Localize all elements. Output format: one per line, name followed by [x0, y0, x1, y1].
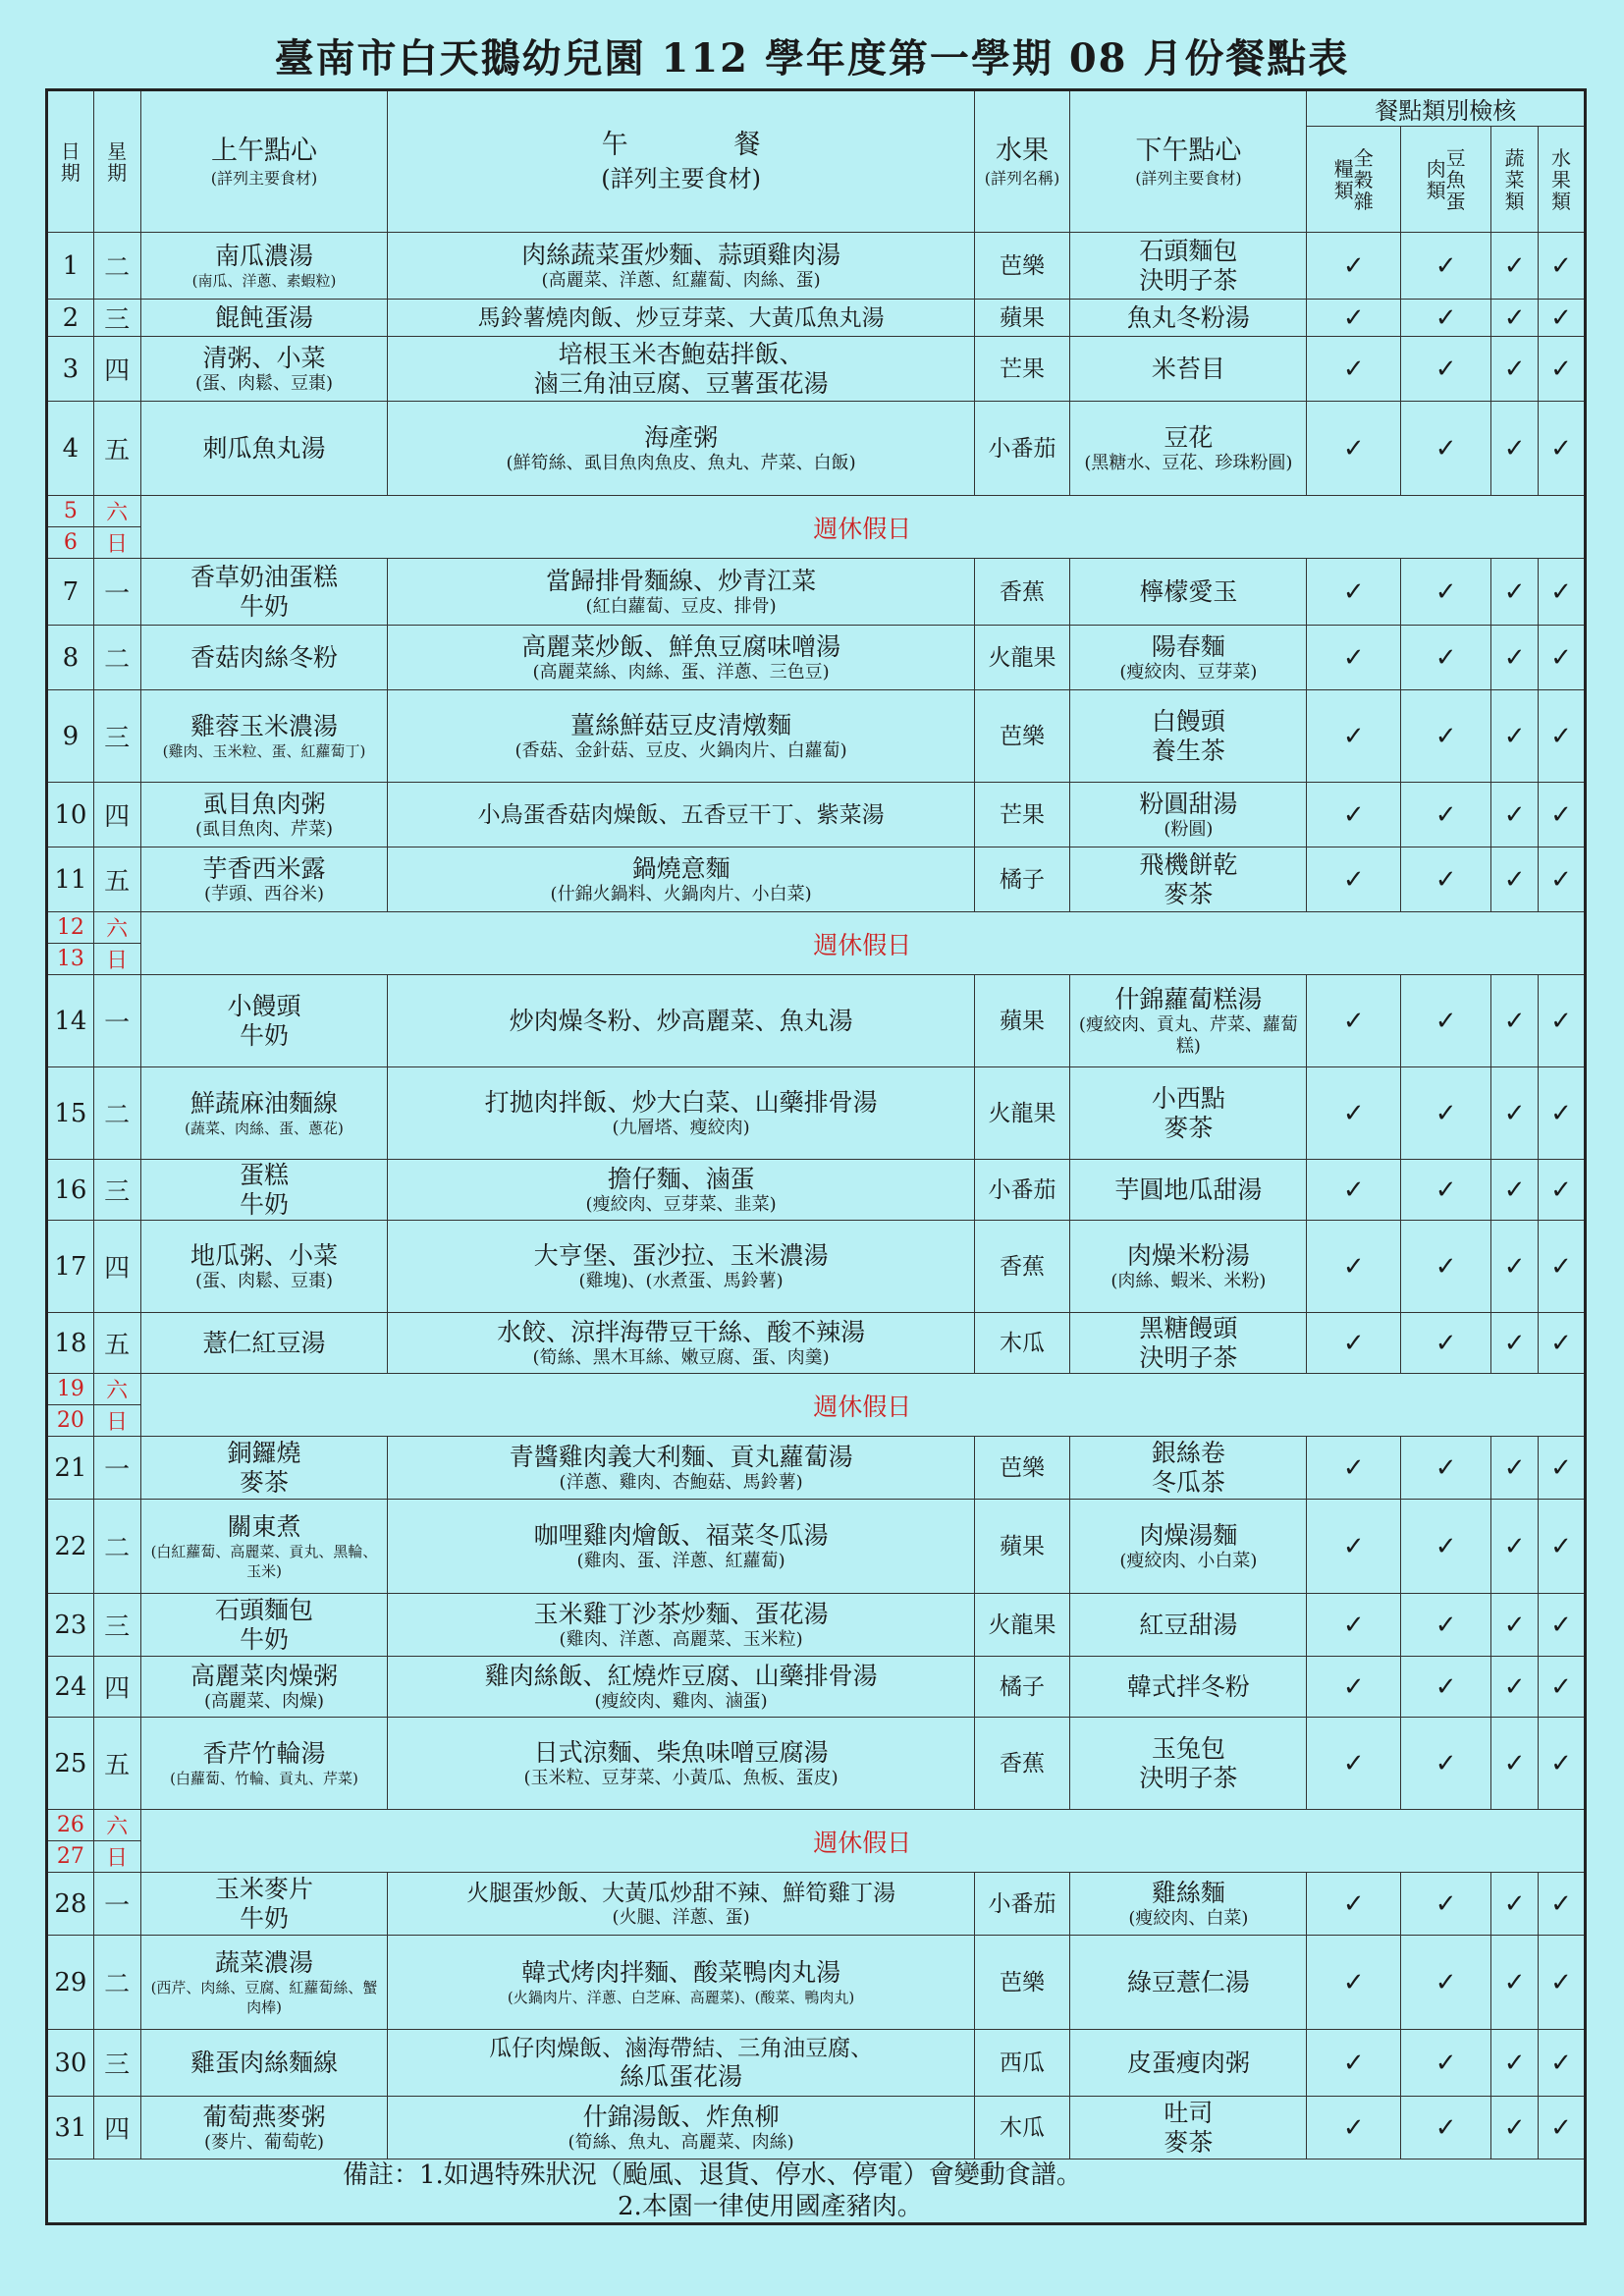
check-mark: ✓ [1539, 1160, 1586, 1221]
check-mark: ✓ [1307, 337, 1401, 402]
header-pm-snack: 下午點心 (詳列主要食材) [1070, 90, 1307, 233]
check-mark: ✓ [1491, 233, 1539, 300]
check-mark: ✓ [1539, 2097, 1586, 2159]
check-mark: ✓ [1401, 2030, 1491, 2097]
notes: 備註：1.如遇特殊狀況（颱風、退貨、停水、停電）會變動食譜。 2.本園一律使用國產豬肉。 [47, 2159, 1586, 2224]
weekday-cell: 日 [93, 1405, 140, 1437]
table-row [47, 402, 1586, 496]
day-cell: 14 [47, 975, 94, 1067]
header-veg: 蔬 菜 類 [1491, 127, 1539, 233]
lunch-cell: 培根玉米杏鮑菇拌飯、 滷三角油豆腐、豆薯蛋花湯 [388, 337, 974, 402]
check-mark: ✓ [1491, 402, 1539, 496]
check-mark: ✓ [1491, 783, 1539, 847]
lunch-cell: 什錦湯飯、炸魚柳 (筍絲、魚丸、高麗菜、肉絲) [388, 2097, 974, 2159]
day-cell: 25 [47, 1718, 94, 1810]
day-cell: 16 [47, 1160, 94, 1221]
weekday-cell: 一 [93, 559, 140, 626]
lunch-cell: 薑絲鮮菇豆皮清燉麵 (香菇、金針菇、豆皮、火鍋肉片、白蘿蔔) [388, 690, 974, 783]
weekday-cell: 六 [93, 496, 140, 527]
fruit-cell: 香蕉 [974, 1718, 1070, 1810]
fruit-cell: 芭樂 [974, 1437, 1070, 1500]
weekday-cell: 三 [93, 2030, 140, 2097]
lunch-cell: 玉米雞丁沙茶炒麵、蛋花湯 (雞肉、洋蔥、高麗菜、玉米粒) [388, 1594, 974, 1657]
lunch-cell: 肉絲蔬菜蛋炒麵、蒜頭雞肉湯 (高麗菜、洋蔥、紅蘿蔔、肉絲、蛋) [388, 233, 974, 300]
check-mark: ✓ [1491, 626, 1539, 690]
holiday-label: 週休假日 [140, 912, 1585, 975]
check-mark: ✓ [1307, 1873, 1401, 1936]
day-cell: 21 [47, 1437, 94, 1500]
header-am-snack: 上午點心 (詳列主要食材) [140, 90, 388, 233]
check-mark: ✓ [1401, 690, 1491, 783]
day-cell: 27 [47, 1841, 94, 1873]
weekday-cell: 二 [93, 1936, 140, 2030]
check-mark: ✓ [1491, 1594, 1539, 1657]
check-mark: ✓ [1401, 1718, 1491, 1810]
check-mark: ✓ [1401, 2097, 1491, 2159]
check-mark: ✓ [1539, 1313, 1586, 1374]
am-snack-cell: 芋香西米露 (芋頭、西谷米) [140, 847, 388, 912]
pm-snack-cell: 肉燥米粉湯 (肉絲、蝦米、米粉) [1070, 1221, 1307, 1313]
check-mark: ✓ [1401, 1313, 1491, 1374]
weekday-cell: 六 [93, 912, 140, 944]
check-mark: ✓ [1539, 975, 1586, 1067]
header-day: 日 期 [47, 90, 94, 233]
weekday-cell: 三 [93, 1594, 140, 1657]
weekday-cell: 四 [93, 1221, 140, 1313]
table-row [47, 1657, 1586, 1718]
am-snack-cell: 香芹竹輪湯 (白蘿蔔、竹輪、貢丸、芹菜) [140, 1718, 388, 1810]
am-snack-cell: 鮮蔬麻油麵線 (蔬菜、肉絲、蛋、蔥花) [140, 1067, 388, 1160]
check-mark: ✓ [1491, 1936, 1539, 2030]
lunch-cell: 當歸排骨麵線、炒青江菜 (紅白蘿蔔、豆皮、排骨) [388, 559, 974, 626]
day-cell: 30 [47, 2030, 94, 2097]
day-cell: 12 [47, 912, 94, 944]
check-mark: ✓ [1539, 1500, 1586, 1594]
fruit-cell: 蘋果 [974, 1500, 1070, 1594]
lunch-cell: 炒肉燥冬粉、炒高麗菜、魚丸湯 [388, 975, 974, 1067]
fruit-cell: 木瓜 [974, 2097, 1070, 2159]
lunch-cell: 雞肉絲飯、紅燒炸豆腐、山藥排骨湯 (瘦絞肉、雞肉、滷蛋) [388, 1657, 974, 1718]
pm-snack-cell: 皮蛋瘦肉粥 [1070, 2030, 1307, 2097]
check-mark: ✓ [1401, 1160, 1491, 1221]
weekday-cell: 四 [93, 1657, 140, 1718]
day-cell: 24 [47, 1657, 94, 1718]
am-snack-cell: 南瓜濃湯 (南瓜、洋蔥、素蝦粒) [140, 233, 388, 300]
am-snack-cell: 葡萄燕麥粥 (麥片、葡萄乾) [140, 2097, 388, 2159]
day-cell: 4 [47, 402, 94, 496]
day-cell: 20 [47, 1405, 94, 1437]
day-cell: 5 [47, 496, 94, 527]
holiday-label: 週休假日 [140, 1810, 1585, 1873]
check-mark: ✓ [1307, 1657, 1401, 1718]
lunch-cell: 打拋肉拌飯、炒大白菜、山藥排骨湯 (九層塔、瘦絞肉) [388, 1067, 974, 1160]
check-mark: ✓ [1491, 2097, 1539, 2159]
weekday-cell: 四 [93, 337, 140, 402]
pm-snack-cell: 玉兔包 決明子茶 [1070, 1718, 1307, 1810]
day-cell: 2 [47, 300, 94, 337]
check-mark: ✓ [1307, 1437, 1401, 1500]
check-mark: ✓ [1491, 847, 1539, 912]
weekday-cell: 四 [93, 2097, 140, 2159]
fruit-cell: 小番茄 [974, 402, 1070, 496]
weekday-cell: 五 [93, 402, 140, 496]
table-row [47, 1067, 1586, 1160]
am-snack-cell: 香菇肉絲冬粉 [140, 626, 388, 690]
check-mark: ✓ [1491, 1221, 1539, 1313]
weekday-cell: 一 [93, 1437, 140, 1500]
check-mark: ✓ [1307, 1718, 1401, 1810]
am-snack-cell: 蔬菜濃湯 (西芹、肉絲、豆腐、紅蘿蔔絲、蟹肉棒) [140, 1936, 388, 2030]
day-cell: 22 [47, 1500, 94, 1594]
fruit-cell: 火龍果 [974, 1594, 1070, 1657]
check-mark: ✓ [1539, 233, 1586, 300]
am-snack-cell: 關東煮 (白紅蘿蔔、高麗菜、貢丸、黑輪、玉米) [140, 1500, 388, 1594]
check-mark: ✓ [1539, 783, 1586, 847]
pm-snack-cell: 檸檬愛玉 [1070, 559, 1307, 626]
day-cell: 6 [47, 527, 94, 559]
lunch-cell: 大亨堡、蛋沙拉、玉米濃湯 (雞塊)、(水煮蛋、馬鈴薯) [388, 1221, 974, 1313]
check-mark: ✓ [1491, 690, 1539, 783]
check-mark: ✓ [1539, 1437, 1586, 1500]
lunch-cell: 鍋燒意麵 (什錦火鍋料、火鍋肉片、小白菜) [388, 847, 974, 912]
table-row [47, 559, 1586, 626]
check-mark: ✓ [1307, 975, 1401, 1067]
header-protein: 肉 類 豆 魚 蛋 [1401, 127, 1491, 233]
check-mark: ✓ [1491, 975, 1539, 1067]
header-lunch: 午 餐 (詳列主要食材) [388, 90, 974, 233]
page-title: 臺南市白天鵝幼兒園 112 學年度第一學期 08 月份餐點表 [274, 35, 1350, 82]
check-mark: ✓ [1401, 1657, 1491, 1718]
lunch-cell: 火腿蛋炒飯、大黃瓜炒甜不辣、鮮筍雞丁湯 (火腿、洋蔥、蛋) [388, 1873, 974, 1936]
lunch-cell: 瓜仔肉燥飯、滷海帶結、三角油豆腐、 絲瓜蛋花湯 [388, 2030, 974, 2097]
check-mark: ✓ [1401, 337, 1491, 402]
check-mark: ✓ [1539, 1221, 1586, 1313]
meal-table [45, 88, 1587, 2225]
day-cell: 3 [47, 337, 94, 402]
weekday-cell: 二 [93, 1067, 140, 1160]
weekday-cell: 三 [93, 690, 140, 783]
check-mark: ✓ [1539, 2030, 1586, 2097]
table-row [47, 1718, 1586, 1810]
day-cell: 18 [47, 1313, 94, 1374]
am-snack-cell: 石頭麵包 牛奶 [140, 1594, 388, 1657]
check-mark: ✓ [1307, 1067, 1401, 1160]
check-mark: ✓ [1401, 1500, 1491, 1594]
fruit-cell: 芭樂 [974, 1936, 1070, 2030]
header-fruit: 水果 (詳列名稱) [974, 90, 1070, 233]
weekday-cell: 二 [93, 626, 140, 690]
check-mark: ✓ [1539, 1873, 1586, 1936]
check-mark: ✓ [1307, 2030, 1401, 2097]
fruit-cell: 蘋果 [974, 300, 1070, 337]
pm-snack-cell: 芋圓地瓜甜湯 [1070, 1160, 1307, 1221]
check-mark: ✓ [1539, 1067, 1586, 1160]
pm-snack-cell: 豆花 (黑糖水、豆花、珍珠粉圓) [1070, 402, 1307, 496]
day-cell: 1 [47, 233, 94, 300]
weekday-cell: 二 [93, 233, 140, 300]
am-snack-cell: 刺瓜魚丸湯 [140, 402, 388, 496]
table-row [47, 1936, 1586, 2030]
check-mark: ✓ [1491, 559, 1539, 626]
check-mark: ✓ [1307, 1936, 1401, 2030]
am-snack-cell: 雞蓉玉米濃湯 (雞肉、玉米粒、蛋、紅蘿蔔丁) [140, 690, 388, 783]
check-mark: ✓ [1491, 1500, 1539, 1594]
day-cell: 17 [47, 1221, 94, 1313]
fruit-cell: 西瓜 [974, 2030, 1070, 2097]
pm-snack-cell: 什錦蘿蔔糕湯 (瘦絞肉、貢丸、芹菜、蘿蔔糕) [1070, 975, 1307, 1067]
fruit-cell: 芭樂 [974, 690, 1070, 783]
check-mark: ✓ [1307, 402, 1401, 496]
am-snack-cell: 虱目魚肉粥 (虱目魚肉、芹菜) [140, 783, 388, 847]
fruit-cell: 芭樂 [974, 233, 1070, 300]
table-row [47, 1160, 1586, 1221]
table-row [47, 1313, 1586, 1374]
pm-snack-cell: 雞絲麵 (瘦絞肉、白菜) [1070, 1873, 1307, 1936]
table-row [47, 1594, 1586, 1657]
check-mark: ✓ [1401, 1221, 1491, 1313]
check-mark: ✓ [1307, 783, 1401, 847]
check-mark: ✓ [1401, 847, 1491, 912]
check-mark: ✓ [1539, 1718, 1586, 1810]
check-mark: ✓ [1539, 559, 1586, 626]
lunch-cell: 韓式烤肉拌麵、酸菜鴨肉丸湯 (火鍋肉片、洋蔥、白芝麻、高麗菜)、(酸菜、鴨肉丸) [388, 1936, 974, 2030]
pm-snack-cell: 紅豆甜湯 [1070, 1594, 1307, 1657]
check-mark: ✓ [1539, 337, 1586, 402]
day-cell: 28 [47, 1873, 94, 1936]
header-grains: 糧 類 全 穀 雜 [1307, 127, 1401, 233]
check-mark: ✓ [1539, 626, 1586, 690]
pm-snack-cell: 吐司 麥茶 [1070, 2097, 1307, 2159]
check-mark: ✓ [1307, 559, 1401, 626]
lunch-cell: 日式涼麵、柴魚味噌豆腐湯 (玉米粒、豆芽菜、小黃瓜、魚板、蛋皮) [388, 1718, 974, 1810]
check-mark: ✓ [1491, 1873, 1539, 1936]
pm-snack-cell: 綠豆薏仁湯 [1070, 1936, 1307, 2030]
weekday-cell: 五 [93, 1718, 140, 1810]
check-mark: ✓ [1539, 300, 1586, 337]
check-mark: ✓ [1491, 1718, 1539, 1810]
am-snack-cell: 高麗菜肉燥粥 (高麗菜、肉燥) [140, 1657, 388, 1718]
check-mark: ✓ [1401, 233, 1491, 300]
am-snack-cell: 薏仁紅豆湯 [140, 1313, 388, 1374]
am-snack-cell: 香草奶油蛋糕 牛奶 [140, 559, 388, 626]
pm-snack-cell: 魚丸冬粉湯 [1070, 300, 1307, 337]
check-mark: ✓ [1307, 1594, 1401, 1657]
am-snack-cell: 小饅頭 牛奶 [140, 975, 388, 1067]
check-mark: ✓ [1307, 300, 1401, 337]
weekday-cell: 六 [93, 1810, 140, 1841]
day-cell: 31 [47, 2097, 94, 2159]
pm-snack-cell: 小西點 麥茶 [1070, 1067, 1307, 1160]
am-snack-cell: 地瓜粥、小菜 (蛋、肉鬆、豆棗) [140, 1221, 388, 1313]
weekday-cell: 五 [93, 1313, 140, 1374]
check-mark: ✓ [1401, 1067, 1491, 1160]
check-mark: ✓ [1307, 2097, 1401, 2159]
table-row [47, 847, 1586, 912]
lunch-cell: 海產粥 (鮮筍絲、虱目魚肉魚皮、魚丸、芹菜、白飯) [388, 402, 974, 496]
check-mark: ✓ [1539, 1657, 1586, 1718]
pm-snack-cell: 米苔目 [1070, 337, 1307, 402]
weekday-cell: 日 [93, 944, 140, 975]
table-row [47, 690, 1586, 783]
pm-snack-cell: 肉燥湯麵 (瘦絞肉、小白菜) [1070, 1500, 1307, 1594]
weekday-cell: 六 [93, 1374, 140, 1405]
check-mark: ✓ [1307, 626, 1401, 690]
day-cell: 8 [47, 626, 94, 690]
table-row [47, 300, 1586, 337]
lunch-cell: 擔仔麵、滷蛋 (瘦絞肉、豆芽菜、韭菜) [388, 1160, 974, 1221]
header-weekday: 星 期 [93, 90, 140, 233]
check-mark: ✓ [1307, 1221, 1401, 1313]
check-mark: ✓ [1401, 300, 1491, 337]
check-mark: ✓ [1401, 975, 1491, 1067]
fruit-cell: 橘子 [974, 847, 1070, 912]
lunch-cell: 小鳥蛋香菇肉燥飯、五香豆干丁、紫菜湯 [388, 783, 974, 847]
check-mark: ✓ [1307, 1160, 1401, 1221]
pm-snack-cell: 銀絲卷 冬瓜茶 [1070, 1437, 1307, 1500]
check-mark: ✓ [1401, 626, 1491, 690]
check-mark: ✓ [1539, 847, 1586, 912]
holiday-label: 週休假日 [140, 496, 1585, 559]
pm-snack-cell: 黑糖饅頭 決明子茶 [1070, 1313, 1307, 1374]
holiday-row [47, 1810, 1586, 1841]
check-mark: ✓ [1401, 1437, 1491, 1500]
check-mark: ✓ [1401, 1873, 1491, 1936]
check-mark: ✓ [1491, 300, 1539, 337]
fruit-cell: 芒果 [974, 337, 1070, 402]
fruit-cell: 香蕉 [974, 1221, 1070, 1313]
check-mark: ✓ [1491, 1160, 1539, 1221]
lunch-cell: 高麗菜炒飯、鮮魚豆腐味噌湯 (高麗菜絲、肉絲、蛋、洋蔥、三色豆) [388, 626, 974, 690]
weekday-cell: 五 [93, 847, 140, 912]
pm-snack-cell: 陽春麵 (瘦絞肉、豆芽菜) [1070, 626, 1307, 690]
holiday-row [47, 912, 1586, 944]
check-mark: ✓ [1401, 1936, 1491, 2030]
table-row [47, 1873, 1586, 1936]
am-snack-cell: 雞蛋肉絲麵線 [140, 2030, 388, 2097]
fruit-cell: 火龍果 [974, 1067, 1070, 1160]
check-mark: ✓ [1401, 559, 1491, 626]
day-cell: 11 [47, 847, 94, 912]
day-cell: 10 [47, 783, 94, 847]
check-mark: ✓ [1401, 1594, 1491, 1657]
weekday-cell: 一 [93, 1873, 140, 1936]
check-mark: ✓ [1491, 2030, 1539, 2097]
pm-snack-cell: 飛機餅乾 麥茶 [1070, 847, 1307, 912]
lunch-cell: 青醬雞肉義大利麵、貢丸蘿蔔湯 (洋蔥、雞肉、杏鮑菇、馬鈴薯) [388, 1437, 974, 1500]
check-mark: ✓ [1539, 1594, 1586, 1657]
holiday-label: 週休假日 [140, 1374, 1585, 1437]
day-cell: 26 [47, 1810, 94, 1841]
check-mark: ✓ [1491, 337, 1539, 402]
weekday-cell: 日 [93, 527, 140, 559]
weekday-cell: 三 [93, 300, 140, 337]
table-row [47, 2030, 1586, 2097]
fruit-cell: 芒果 [974, 783, 1070, 847]
pm-snack-cell: 石頭麵包 決明子茶 [1070, 233, 1307, 300]
check-mark: ✓ [1539, 402, 1586, 496]
header-check-group: 餐點類別檢核 [1307, 90, 1586, 127]
day-cell: 13 [47, 944, 94, 975]
weekday-cell: 日 [93, 1841, 140, 1873]
table-row [47, 1500, 1586, 1594]
check-mark: ✓ [1539, 690, 1586, 783]
am-snack-cell: 清粥、小菜 (蛋、肉鬆、豆棗) [140, 337, 388, 402]
check-mark: ✓ [1491, 1437, 1539, 1500]
table-row [47, 1221, 1586, 1313]
header-fruit-check: 水 果 類 [1539, 127, 1586, 233]
day-cell: 23 [47, 1594, 94, 1657]
lunch-cell: 咖哩雞肉燴飯、福菜冬瓜湯 (雞肉、蛋、洋蔥、紅蘿蔔) [388, 1500, 974, 1594]
day-cell: 29 [47, 1936, 94, 2030]
fruit-cell: 小番茄 [974, 1160, 1070, 1221]
fruit-cell: 香蕉 [974, 559, 1070, 626]
table-row [47, 975, 1586, 1067]
table-row [47, 1437, 1586, 1500]
day-cell: 7 [47, 559, 94, 626]
check-mark: ✓ [1307, 690, 1401, 783]
table-row [47, 233, 1586, 300]
check-mark: ✓ [1539, 1936, 1586, 2030]
lunch-cell: 水餃、涼拌海帶豆干絲、酸不辣湯 (筍絲、黑木耳絲、嫩豆腐、蛋、肉羹) [388, 1313, 974, 1374]
table-row [47, 626, 1586, 690]
holiday-row [47, 496, 1586, 527]
check-mark: ✓ [1307, 847, 1401, 912]
check-mark: ✓ [1401, 783, 1491, 847]
lunch-cell: 馬鈴薯燒肉飯、炒豆芽菜、大黃瓜魚丸湯 [388, 300, 974, 337]
pm-snack-cell: 粉圓甜湯 (粉圓) [1070, 783, 1307, 847]
pm-snack-cell: 白饅頭 養生茶 [1070, 690, 1307, 783]
fruit-cell: 火龍果 [974, 626, 1070, 690]
am-snack-cell: 蛋糕 牛奶 [140, 1160, 388, 1221]
day-cell: 9 [47, 690, 94, 783]
check-mark: ✓ [1491, 1657, 1539, 1718]
am-snack-cell: 銅鑼燒 麥茶 [140, 1437, 388, 1500]
weekday-cell: 三 [93, 1160, 140, 1221]
pm-snack-cell: 韓式拌冬粉 [1070, 1657, 1307, 1718]
table-row [47, 337, 1586, 402]
holiday-row [47, 1374, 1586, 1405]
check-mark: ✓ [1401, 402, 1491, 496]
fruit-cell: 木瓜 [974, 1313, 1070, 1374]
am-snack-cell: 餛飩蛋湯 [140, 300, 388, 337]
day-cell: 19 [47, 1374, 94, 1405]
fruit-cell: 橘子 [974, 1657, 1070, 1718]
check-mark: ✓ [1307, 1500, 1401, 1594]
day-cell: 15 [47, 1067, 94, 1160]
check-mark: ✓ [1491, 1067, 1539, 1160]
check-mark: ✓ [1491, 1313, 1539, 1374]
check-mark: ✓ [1307, 1313, 1401, 1374]
fruit-cell: 蘋果 [974, 975, 1070, 1067]
table-row [47, 2097, 1586, 2159]
weekday-cell: 四 [93, 783, 140, 847]
am-snack-cell: 玉米麥片 牛奶 [140, 1873, 388, 1936]
weekday-cell: 二 [93, 1500, 140, 1594]
check-mark: ✓ [1307, 233, 1401, 300]
fruit-cell: 小番茄 [974, 1873, 1070, 1936]
weekday-cell: 一 [93, 975, 140, 1067]
table-row [47, 783, 1586, 847]
